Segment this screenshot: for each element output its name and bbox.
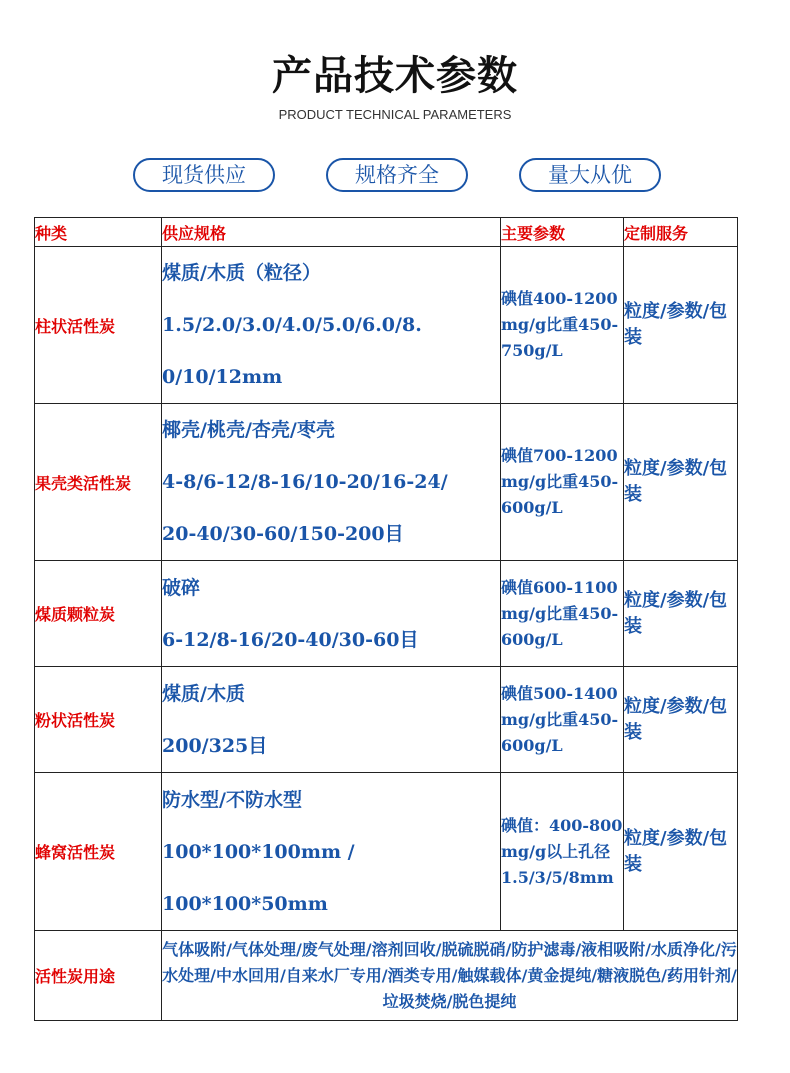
row-params: 碘值：400-800mg/g以上孔径1.5/3/5/8mm <box>501 773 624 931</box>
spec-line: 破碎 <box>162 576 201 599</box>
spec-line: 煤质/木质 <box>162 682 245 705</box>
tag-in-stock[interactable]: 现货供应 <box>133 158 275 192</box>
spec-line: 防水型/不防水型 <box>162 788 302 811</box>
spec-line: 0/10/12mm <box>162 366 283 388</box>
usage-text: 气体吸附/气体处理/废气处理/溶剂回收/脱硫脱硝/防护滤毒/液相吸附/水质净化/污水处理/中水回用/自来水厂专用/酒类专用/触媒载体/黄金提纯/糖液脱色/药用针剂/垃圾焚烧/脱色提纯 <box>162 931 738 1021</box>
row-category: 柱状活性炭 <box>35 247 162 404</box>
spec-line: 1.5/2.0/3.0/4.0/5.0/6.0/8. <box>162 314 422 336</box>
spec-line: 煤质/木质（粒径） <box>162 262 321 284</box>
row-spec <box>162 773 501 931</box>
usage-category: 活性炭用途 <box>35 931 162 1021</box>
spec-line: 6-12/8-16/20-40/30-60目 <box>162 628 419 651</box>
row-service: 粒度/参数/包装 <box>624 404 738 561</box>
spec-line: 200/325目 <box>162 734 268 757</box>
table-row <box>35 404 738 561</box>
table-row <box>35 247 738 404</box>
spec-line: 100*100*50mm <box>162 892 328 915</box>
table-row <box>35 773 738 931</box>
spec-line: 椰壳/桃壳/杏壳/枣壳 <box>162 419 335 441</box>
row-params: 碘值600-1100mg/g比重450-600g/L <box>501 561 624 667</box>
header-spec: 供应规格 <box>162 218 501 247</box>
row-spec <box>162 404 501 561</box>
tag-bar <box>0 158 790 192</box>
header-params: 主要参数 <box>501 218 624 247</box>
tag-full-specs[interactable]: 规格齐全 <box>326 158 468 192</box>
row-category: 果壳类活性炭 <box>35 404 162 561</box>
row-params: 碘值700-1200mg/g比重450-600g/L <box>501 404 624 561</box>
row-service: 粒度/参数/包装 <box>624 247 738 404</box>
row-category: 煤质颗粒炭 <box>35 561 162 667</box>
table-header-row <box>35 218 738 247</box>
row-params: 碘值400-1200mg/g比重450-750g/L <box>501 247 624 404</box>
spec-line: 20-40/30-60/150-200目 <box>162 523 404 545</box>
header-service: 定制服务 <box>624 218 738 247</box>
usage-row <box>35 931 738 1021</box>
row-category: 粉状活性炭 <box>35 667 162 773</box>
row-service: 粒度/参数/包装 <box>624 667 738 773</box>
row-spec <box>162 667 501 773</box>
row-service: 粒度/参数/包装 <box>624 561 738 667</box>
tag-bulk-discount[interactable]: 量大从优 <box>519 158 661 192</box>
header-category: 种类 <box>35 218 162 247</box>
row-params: 碘值500-1400mg/g比重450-600g/L <box>501 667 624 773</box>
spec-line: 4-8/6-12/8-16/10-20/16-24/ <box>162 471 448 493</box>
row-spec <box>162 247 501 404</box>
row-service: 粒度/参数/包装 <box>624 773 738 931</box>
spec-table <box>34 217 738 1021</box>
spec-line: 100*100*100mm / <box>162 840 355 863</box>
page-title: 产品技术参数 <box>272 53 518 99</box>
table-row <box>35 667 738 773</box>
row-category: 蜂窝活性炭 <box>35 773 162 931</box>
row-spec <box>162 561 501 667</box>
page-subtitle: PRODUCT TECHNICAL PARAMETERS <box>278 107 512 122</box>
table-row <box>35 561 738 667</box>
